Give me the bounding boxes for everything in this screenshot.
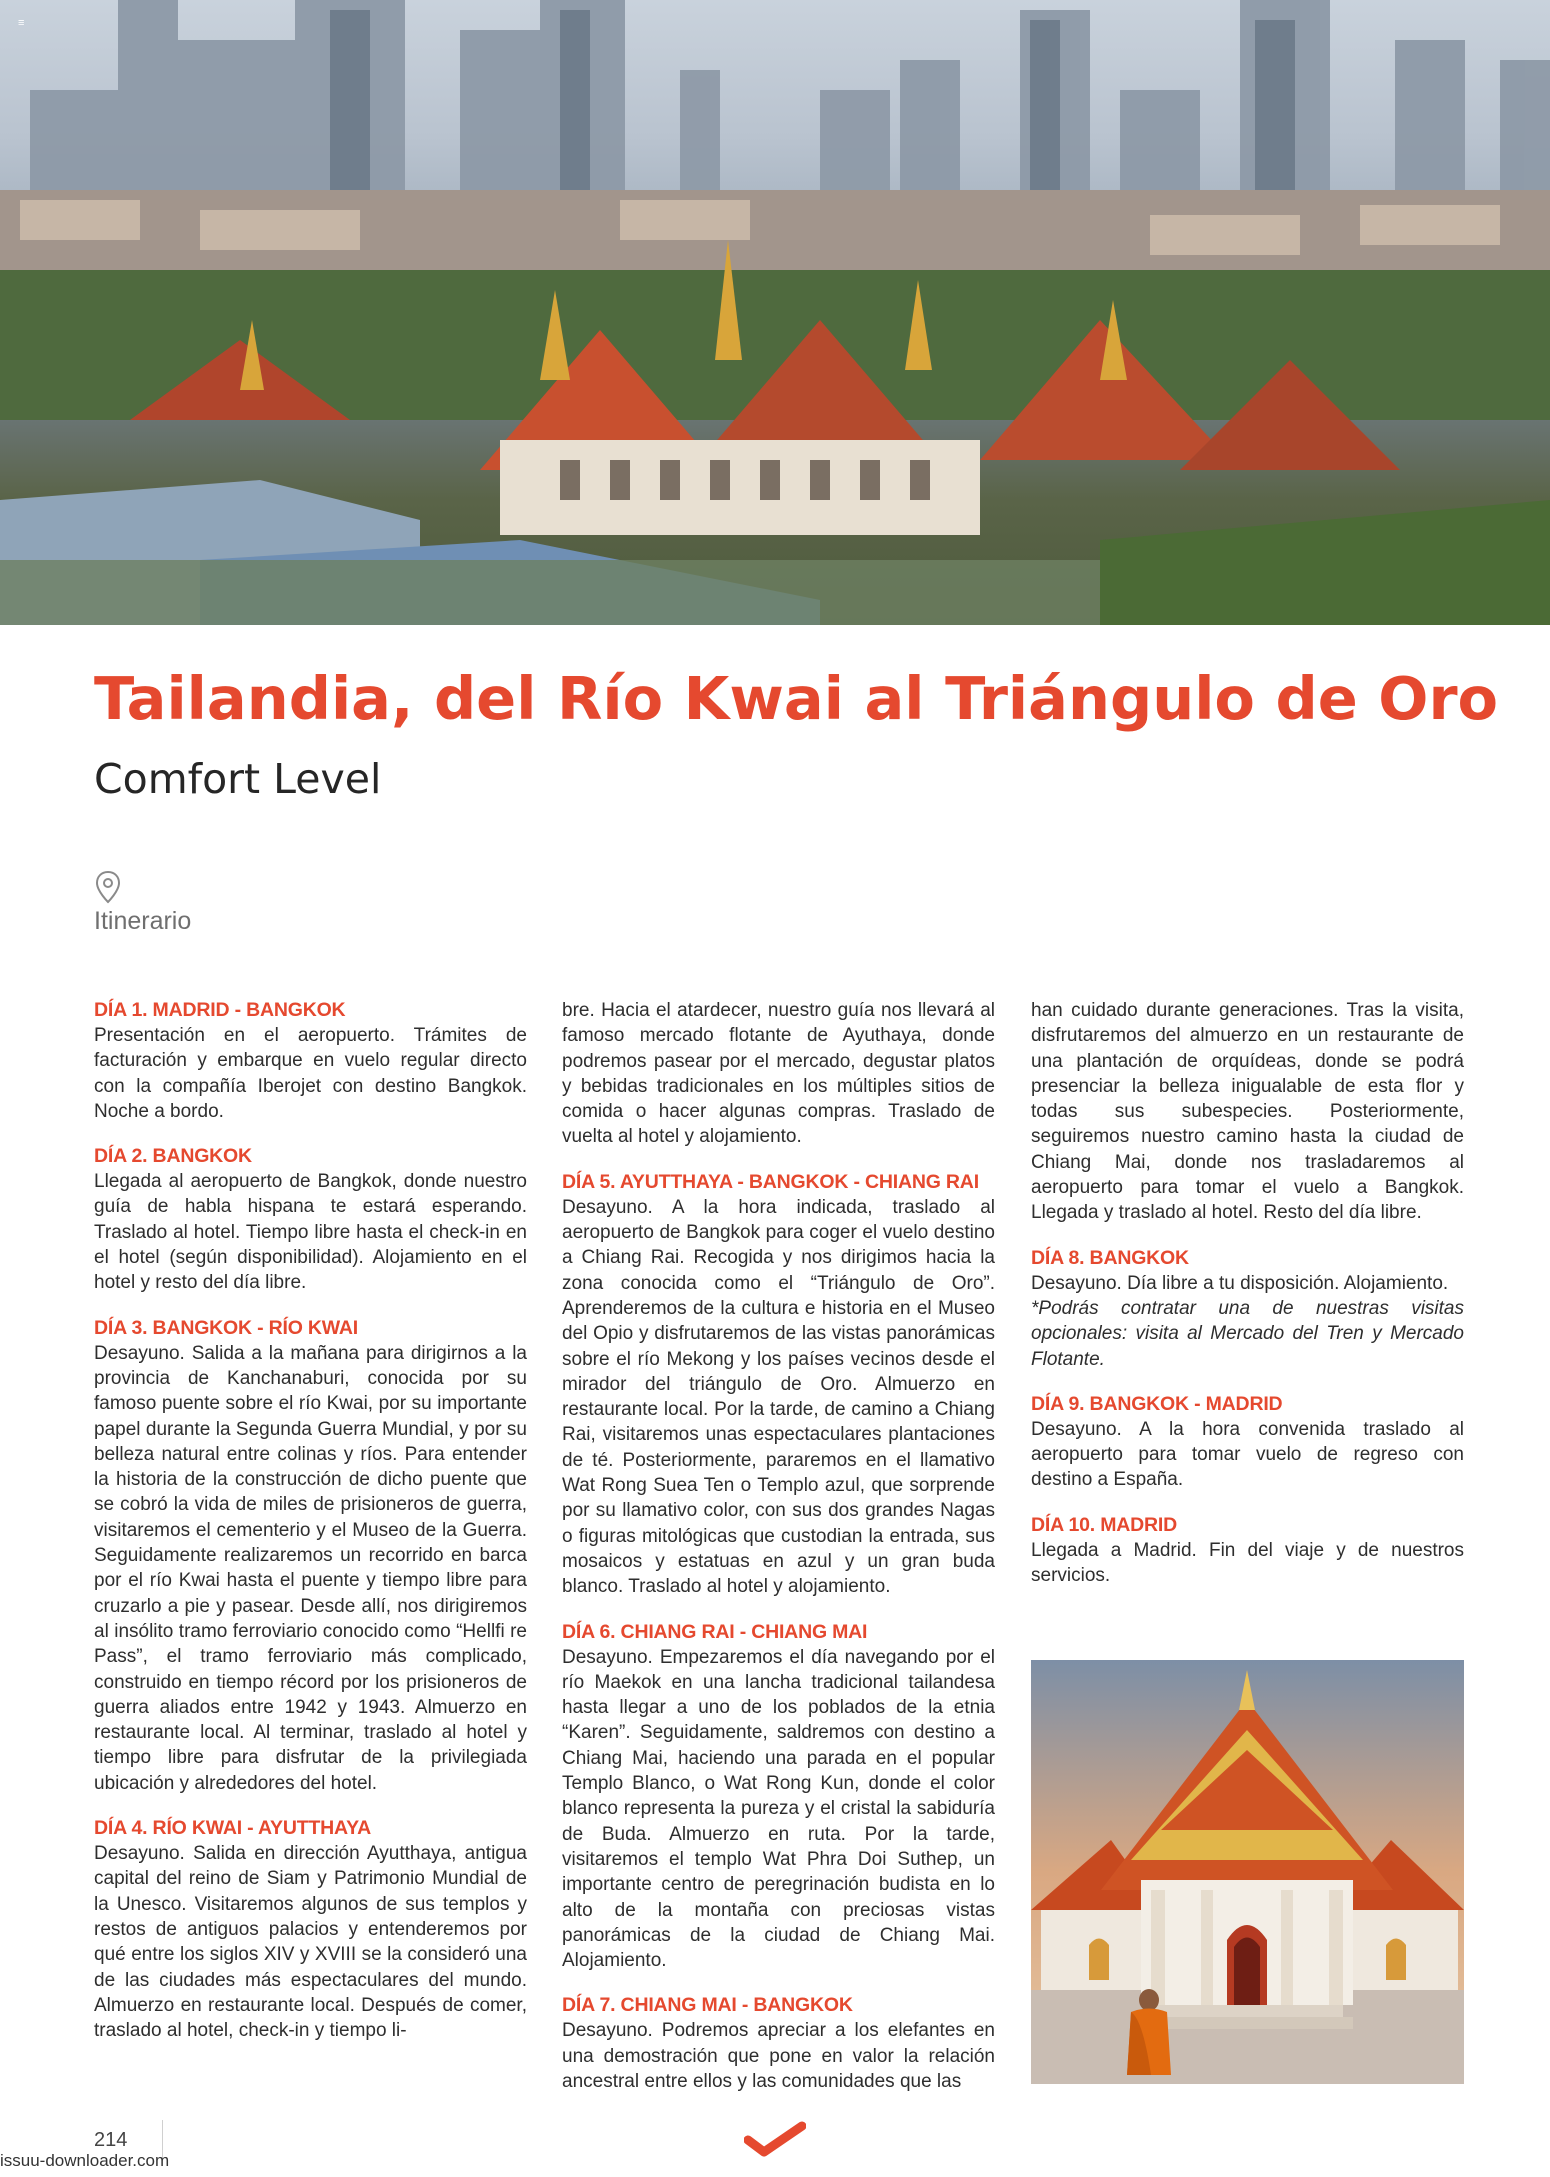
day-description: Presentación en el aeropuerto. Trámites de facturación y embarque en vuelo regular directo con la compañía Iberojet con destino Bangkok. Noche a bordo. xyxy=(94,1025,527,1122)
day-heading: DÍA 3. BANGKOK - RÍO KWAI xyxy=(94,1316,359,1339)
day-heading: DÍA 5. AYUTTHAYA - BANGKOK - CHIANG RAI xyxy=(562,1170,979,1193)
day-continuation xyxy=(1031,998,1464,1226)
day-heading: DÍA 9. BANGKOK - MADRID xyxy=(1031,1392,1283,1415)
itinerary-column-3 xyxy=(1031,998,1464,1608)
itinerary-column-2 xyxy=(562,998,995,2114)
day-heading: DÍA 1. MADRID - BANGKOK xyxy=(94,999,346,1021)
day-heading: DÍA 2. BANGKOK xyxy=(94,1145,252,1168)
day-description: Desayuno. A la hora convenida traslado al aeropuerto para tomar vuelo de regreso con destino a España. xyxy=(1031,1418,1464,1491)
day-item xyxy=(562,1993,995,2094)
checkmark-logo-icon xyxy=(744,2120,806,2160)
day-description: Desayuno. Podremos apreciar a los elefantes en una demostración que pone en valor la relación ancestral entre ellos y las comunidades que las xyxy=(562,2020,995,2092)
day-item xyxy=(94,1316,527,1796)
day-heading: DÍA 4. RÍO KWAI - AYUTTHAYA xyxy=(94,1817,372,1840)
location-pin-icon xyxy=(94,870,122,904)
optional-visit-note: *Podrás contratar una de nuestras visitas opcionales: visita al Mercado del Tren y Mercado Flotante. xyxy=(1031,1297,1464,1370)
page-title: Tailandia, del Río Kwai al Triángulo de Oro xyxy=(94,664,1499,733)
day-description-continued: bre. Hacia el atardecer, nuestro guía nos llevará al famoso mercado flotante de Ayuthaya, donde podremos pasear por el mercado, degustar platos y bebidas tradicionales en los múltiples sitios de comida o hacer algunas compras. Traslado de vuelta al hotel y alojamiento. xyxy=(562,1000,995,1148)
day-description: Desayuno. Día libre a tu disposición. Alojamiento. xyxy=(1031,1272,1449,1294)
temple-illustration xyxy=(1031,1660,1464,2084)
day-heading: DÍA 8. BANGKOK xyxy=(1031,1246,1189,1269)
hero-illustration xyxy=(0,0,1550,625)
day-item xyxy=(94,998,527,1124)
hero-photo-bangkok-grand-palace xyxy=(0,0,1550,625)
day-item xyxy=(562,1170,995,1600)
day-description: Llegada al aeropuerto de Bangkok, donde nuestro guía de habla hispana te estará esperando. Traslado al hotel. Tiempo libre hasta el check-in en el hotel (según disponibilidad). Alojamiento en el hotel y resto del día libre. xyxy=(94,1171,527,1294)
day-description: Desayuno. Empezaremos el día navegando por el río Maekok en una lancha tradicional tailandesa hasta llegar a uno de los poblados de la etnia “Karen”. Seguidamente, saldremos con destino a Chiang Mai, haciendo una parada en el popular Templo Blanco, o Wat Rong Kun, donde el color blanco representa la pureza y el cristal la sabiduría de Buda. Almuerzo en ruta. Por la tarde, visitaremos el templo Wat Phra Doi Suthep, un importante centro de peregrinación budista en lo alto de la montaña con preciosas vistas panorámicas de la ciudad de Chiang Mai. Alojamiento. xyxy=(562,1646,995,1972)
day-continuation xyxy=(562,998,995,1150)
day-item xyxy=(94,1144,527,1295)
page-subtitle: Comfort Level xyxy=(94,755,382,803)
day-description: Llegada a Madrid. Fin del viaje y de nuestros servicios. xyxy=(1031,1539,1464,1587)
menu-icon[interactable]: ≡ xyxy=(18,17,25,29)
day-heading: DÍA 7. CHIANG MAI - BANGKOK xyxy=(562,1994,853,2017)
day-item xyxy=(1031,1246,1464,1372)
itinerary-column-1 xyxy=(94,998,527,2063)
day-item xyxy=(1031,1392,1464,1493)
watermark: issuu-downloader.com xyxy=(0,2151,170,2170)
day-heading: DÍA 10. MADRID xyxy=(1031,1513,1177,1536)
page-number: 214 xyxy=(94,2129,128,2151)
day-description: Desayuno. Salida en dirección Ayutthaya, antigua capital del reino de Siam y Patrimonio Mundial de la Unesco. Visitaremos algunos de sus templos y restos de antiguos palacios y entenderemos por qué entre los siglos XIV y XVIII se la consideró una de las ciudades más espectaculares del mundo. Almuerzo en restaurante local. Después de comer, traslado al hotel, check-in y tiempo li- xyxy=(94,1843,527,2042)
day-item xyxy=(94,1816,527,2043)
day-item xyxy=(562,1620,995,1974)
temple-photo xyxy=(1031,1660,1464,2084)
day-description-continued: han cuidado durante generaciones. Tras la visita, disfrutaremos del almuerzo en un restaurante de una plantación de orquídeas, donde se podrá presenciar la belleza inigualable de esta flor y todas sus subespecies. Posteriormente, seguiremos nuestro camino hasta la ciudad de Chiang Mai, donde nos trasladaremos al aeropuerto para tomar el vuelo a Bangkok. Llegada y traslado al hotel. Resto del día libre. xyxy=(1031,1000,1464,1224)
day-item xyxy=(1031,1513,1464,1589)
day-description: Desayuno. A la hora indicada, traslado al aeropuerto de Bangkok para coger el vuelo destino a Chiang Rai. Recogida y nos dirigimos hacia la zona conocida como el “Triángulo de Oro”. Aprenderemos de la cultura e historia en el Museo del Opio y disfrutaremos de las vistas panorámicas sobre el río Mekong y los países vecinos desde el mirador del triángulo de Oro. Almuerzo en restaurante local. Por la tarde, de camino a Chiang Rai, visitaremos unas espectaculares plantaciones de té. Posteriormente, pararemos en el llamativo Wat Rong Suea Ten o Templo azul, que sorprende por su llamativo color, con sus dos grandes Nagas o figuras mitológicas que custodian la entrada, sus mosaicos y estatuas en azul y un gran buda blanco. Traslado al hotel y alojamiento. xyxy=(562,1196,995,1598)
day-heading: DÍA 6. CHIANG RAI - CHIANG MAI xyxy=(562,1620,868,1643)
day-description: Desayuno. Salida a la mañana para dirigirnos a la provincia de Kanchanaburi, conocida por su famoso puente sobre el río Kwai, por su importante papel durante la Segunda Guerra Mundial, y por su belleza natural entre colinas y ríos. Para entender la historia de la construcción de dicho puente que se cobró la vida de miles de prisioneros de guerra, visitaremos el cementerio y el Museo de la Guerra. Seguidamente realizaremos un recorrido en barca por el río Kwai hasta el puente y tiempo libre para cruzarlo a pie y pasear. Desde allí, nos dirigiremos al insólito tramo ferroviario conocido como “Hellfi re Pass”, el tramo ferroviario más complicado, construido en tiempo récord por los prisioneros de guerra aliados entre 1942 y 1943. Almuerzo en restaurante local. Al terminar, traslado al hotel y tiempo libre para disfrutar de la privilegiada ubicación y alrededores del hotel. xyxy=(94,1342,527,1794)
itinerary-label: Itinerario xyxy=(94,907,192,935)
